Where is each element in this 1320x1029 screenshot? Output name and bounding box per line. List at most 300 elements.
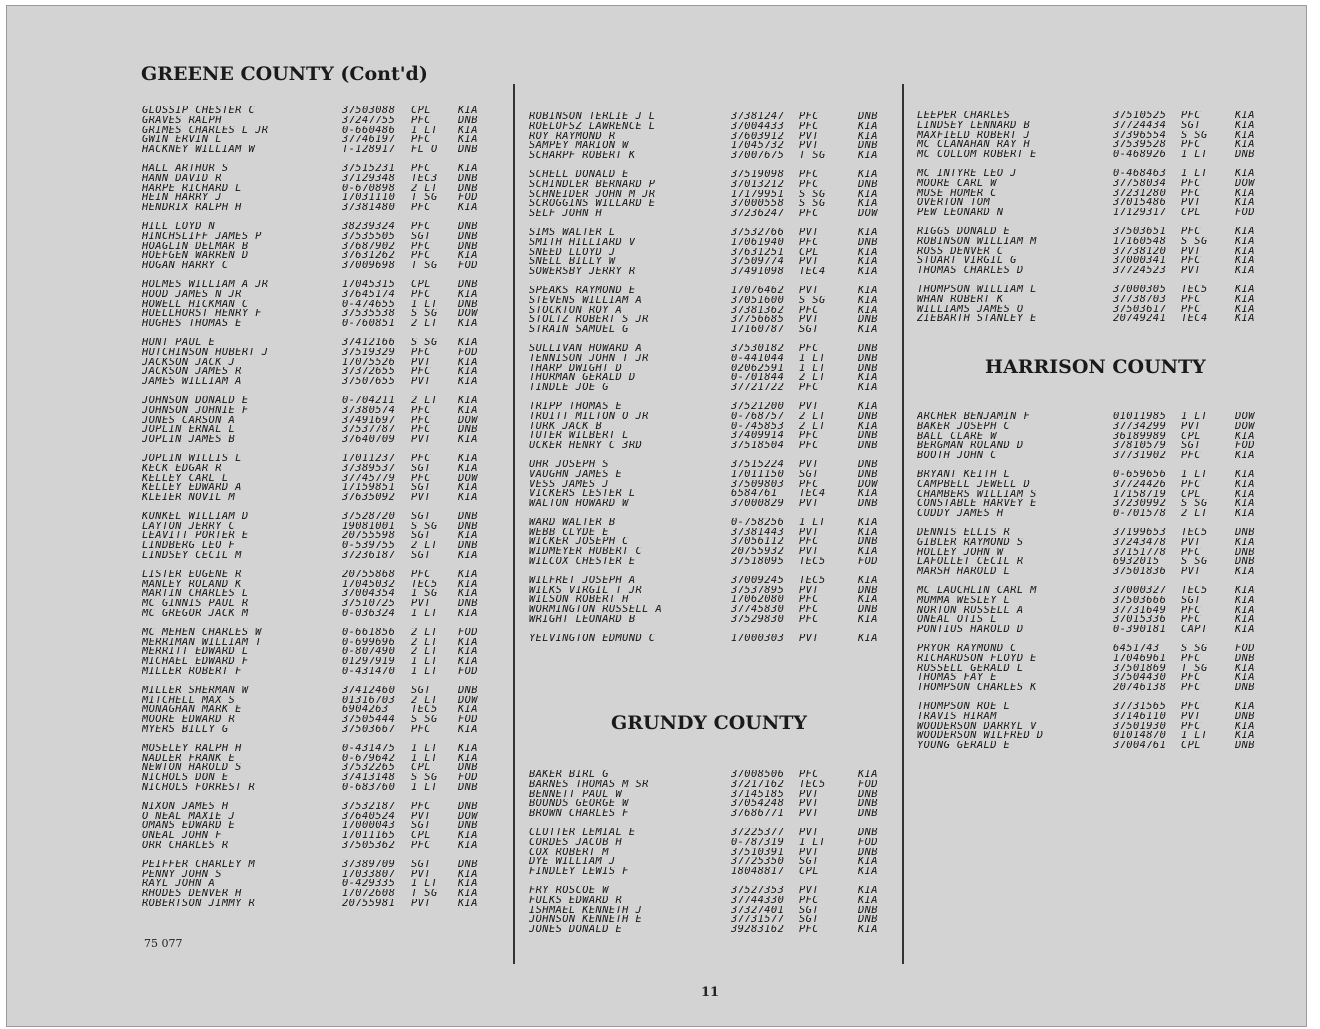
entry-serial: 37528720 (342, 511, 396, 522)
entry-name: PEW LEONARD N (917, 208, 1004, 218)
entry-rank: SGT (799, 857, 819, 868)
entry-name: HINCHSLIFF JAMES P (142, 231, 262, 242)
entry-name: PRYOR RAYMOND C (917, 643, 1017, 654)
roster-entry (917, 169, 1271, 179)
roster-entry (529, 238, 894, 248)
entry-rank: PFC (411, 841, 431, 851)
entry-serial: 37529830 (731, 615, 785, 625)
entry-name: GRIMES CHARLES L JR (142, 125, 269, 136)
entry-serial: 0-539755 (342, 541, 396, 552)
entry-serial: 37603912 (731, 131, 785, 142)
entry-serial: 0-670898 (342, 183, 396, 194)
entry-name: SPEAKS RAYMOND E (529, 285, 636, 296)
entry-serial: 17045032 (342, 579, 396, 590)
roster-entry (142, 135, 500, 145)
entry-rank: 2 LT (799, 411, 826, 422)
entry-status: DNB (458, 221, 478, 232)
entry-serial: 37503651 (1113, 226, 1167, 237)
entry-name: BENNETT PAUL W (529, 789, 623, 800)
entry-name: THOMPSON CHARLES K (917, 683, 1037, 693)
roster-group (529, 634, 894, 644)
roster-entry (142, 570, 500, 580)
entry-status: KIA (1235, 479, 1255, 490)
entry-status: DNB (458, 763, 478, 774)
roster-entry (142, 831, 500, 841)
entry-status: DNB (858, 469, 878, 480)
roster-group (529, 576, 894, 625)
entry-serial: 37491098 (731, 267, 785, 277)
entry-rank: PFC (1181, 653, 1201, 664)
entry-status: KIA (858, 373, 878, 384)
entry-status: DNB (458, 685, 478, 696)
entry-name: MILLER ROBERT F (142, 667, 242, 677)
entry-serial: 0-701578 (1113, 509, 1167, 519)
entry-status: KIA (858, 199, 878, 210)
entry-status: KIA (1235, 198, 1255, 209)
entry-name: WORMINGTON RUSSELL A (529, 605, 663, 616)
entry-rank: PFC (411, 367, 431, 378)
entry-name: SCHARPF ROBERT K (529, 151, 636, 161)
entry-status: DNB (858, 789, 878, 800)
entry-serial: 39283162 (731, 925, 785, 935)
entry-serial: 20755598 (342, 531, 396, 542)
entry-rank: S SG (1181, 236, 1208, 247)
entry-rank: SGT (411, 231, 431, 242)
entry-serial: 37519329 (342, 347, 396, 358)
entry-status: FOD (1235, 643, 1255, 654)
entry-status: KIA (458, 483, 478, 494)
roster-entry (917, 557, 1271, 567)
entry-rank: PFC (1181, 673, 1201, 684)
entry-name: WILSON ROBERT H (529, 595, 629, 606)
greene-column-right (917, 111, 1271, 333)
entry-rank: PVT (1181, 567, 1201, 577)
roster-entry (529, 441, 894, 451)
entry-name: MERRIMAN WILLIAM T (142, 637, 262, 648)
entry-serial: 0-701844 (731, 373, 785, 384)
entry-status: KIA (1235, 431, 1255, 442)
entry-status: DNB (858, 112, 878, 122)
entry-rank: 2 LT (799, 421, 826, 432)
entry-rank: PFC (799, 237, 819, 248)
entry-serial: 02062591 (731, 363, 785, 374)
entry-name: LINDSEY CECIL M (142, 551, 242, 561)
entry-serial: 0-474655 (342, 299, 396, 310)
roster-entry (142, 744, 500, 754)
roster-entry (142, 580, 500, 590)
roster-entry (529, 470, 894, 480)
entry-serial: 36189989 (1113, 431, 1167, 442)
entry-serial: 20755868 (342, 569, 396, 580)
entry-serial: 37225377 (731, 827, 785, 838)
entry-rank: S SG (411, 309, 438, 320)
entry-serial: 37731649 (1113, 605, 1167, 616)
roster-entry (142, 261, 500, 271)
roster-entry (917, 548, 1271, 558)
entry-status: KIA (458, 531, 478, 542)
roster-entry (529, 857, 894, 867)
entry-name: BRYANT KEITH L (917, 469, 1011, 480)
entry-rank: 1 LT (411, 299, 438, 310)
roster-entry (529, 537, 894, 547)
entry-rank: PFC (1181, 140, 1201, 151)
entry-name: THOMAS FAY E (917, 673, 997, 684)
roster-entry (917, 480, 1271, 490)
entry-serial: 37004354 (342, 589, 396, 600)
entry-status: KIA (858, 267, 878, 277)
entry-serial: 0-390181 (1113, 625, 1167, 635)
roster-entry (529, 141, 894, 151)
entry-status: KIA (858, 121, 878, 132)
entry-rank: CPL (799, 867, 819, 877)
entry-name: JONES DONALD E (529, 925, 623, 935)
entry-rank: PFC (411, 289, 431, 300)
entry-rank: 2 LT (411, 627, 438, 638)
entry-serial: 0-468463 (1113, 168, 1167, 179)
entry-status: KIA (458, 551, 478, 561)
entry-serial: 17072608 (342, 889, 396, 899)
entry-serial: 37731565 (1113, 701, 1167, 712)
entry-name: OMANS EDWARD E (142, 821, 236, 832)
entry-status: DNB (458, 279, 478, 290)
entry-name: FULKS EDWARD R (529, 895, 623, 906)
entry-status: KIA (858, 885, 878, 896)
entry-serial: 17031110 (342, 193, 396, 204)
entry-serial: 37507655 (342, 377, 396, 387)
entry-status: DNB (458, 115, 478, 126)
roster-entry (142, 348, 500, 358)
roster-entry (142, 338, 500, 348)
entry-name: HOLLEY JOHN W (917, 547, 1004, 558)
entry-serial: 37640524 (342, 811, 396, 822)
entry-serial: 01297919 (342, 657, 396, 668)
entry-status: DNB (858, 315, 878, 326)
entry-name: HILL LOYD N (142, 221, 216, 232)
entry-rank: PFC (1181, 701, 1201, 712)
entry-name: SOWERSBY JERRY R (529, 267, 636, 277)
roster-entry (142, 319, 500, 329)
entry-status: DNB (858, 905, 878, 916)
roster-group (142, 570, 500, 619)
entry-name: WALTON HOWARD W (529, 499, 629, 509)
entry-serial: 37521200 (731, 401, 785, 412)
entry-name: RAYL JOHN A (142, 879, 216, 890)
entry-rank: 1 LT (799, 353, 826, 364)
entry-name: WILLIAMS JAMES O (917, 304, 1024, 315)
entry-rank: PFC (411, 241, 431, 252)
entry-serial: 37537895 (731, 585, 785, 596)
entry-status: KIA (458, 135, 478, 146)
entry-serial: 37501869 (1113, 663, 1167, 674)
entry-name: JOPLIN WILLIS L (142, 453, 242, 464)
roster-entry (917, 722, 1271, 732)
grundy-county-heading: GRUNDY COUNTY (611, 712, 807, 734)
entry-name: VAUGHN JAMES E (529, 469, 623, 480)
entry-rank: 1 LT (1181, 150, 1208, 160)
entry-serial: 17129317 (1113, 208, 1167, 218)
roster-entry (917, 702, 1271, 712)
roster-entry (917, 664, 1271, 674)
entry-rank: S SG (411, 715, 438, 726)
roster-entry (917, 625, 1271, 635)
entry-serial: 37501836 (1113, 567, 1167, 577)
roster-entry (142, 193, 500, 203)
entry-status: FOD (858, 837, 878, 848)
entry-name: WILKS VIRGIL T JR (529, 585, 643, 596)
entry-rank: SGT (799, 915, 819, 926)
roster-entry (917, 470, 1271, 480)
roster-entry (917, 731, 1271, 741)
entry-status: FOD (1235, 441, 1255, 452)
roster-group (529, 286, 894, 335)
entry-rank: 1 LT (411, 667, 438, 677)
entry-rank: PVT (411, 377, 431, 387)
entry-status: DOW (1235, 178, 1255, 189)
entry-status: KIA (858, 131, 878, 142)
entry-name: RICHARDSON FLOYD E (917, 653, 1037, 664)
entry-name: MC LAUCHLIN CARL M (917, 585, 1037, 596)
entry-rank: PFC (1181, 683, 1201, 693)
entry-status: KIA (858, 285, 878, 296)
entry-status: KIA (858, 325, 878, 335)
entry-name: LINDSEY LENNARD B (917, 120, 1031, 131)
entry-rank: 1 LT (411, 125, 438, 136)
entry-serial: 37532265 (342, 763, 396, 774)
roster-group (917, 644, 1271, 693)
entry-status: KIA (1235, 294, 1255, 305)
entry-serial: 17179951 (731, 189, 785, 200)
entry-rank: T SG (411, 193, 438, 204)
entry-status: KIA (858, 867, 878, 877)
entry-name: GRAVES RALPH (142, 115, 222, 126)
entry-name: MC GINNIS PAUL R (142, 599, 249, 610)
entry-status: KIA (1235, 663, 1255, 674)
entry-name: STOCKTON ROY A (529, 305, 623, 316)
entry-serial: 0-787319 (731, 837, 785, 848)
entry-serial: 37746197 (342, 135, 396, 146)
roster-entry (917, 422, 1271, 432)
entry-rank: 1 LT (1181, 412, 1208, 422)
entry-serial: 37000305 (1113, 284, 1167, 295)
entry-serial: 37372655 (342, 367, 396, 378)
entry-status: KIA (1235, 120, 1255, 131)
roster-group (142, 396, 500, 445)
entry-name: TRIPP THOMAS E (529, 401, 623, 412)
entry-rank: 2 LT (411, 183, 438, 194)
entry-name: ZIEBARTH STANLEY E (917, 314, 1037, 325)
entry-name: VICKERS LESTER L (529, 489, 636, 500)
entry-serial: 17061940 (731, 237, 785, 248)
entry-rank: PVT (799, 459, 819, 470)
entry-rank: PFC (411, 801, 431, 812)
entry-serial: 37412460 (342, 685, 396, 696)
entry-status: DNB (858, 827, 878, 838)
roster-entry (529, 634, 894, 644)
entry-status: KIA (458, 725, 478, 735)
entry-serial: 37724434 (1113, 120, 1167, 131)
entry-rank: PVT (1181, 266, 1201, 276)
entry-rank: CPL (411, 279, 431, 290)
entry-name: STRAIN SAMUEL G (529, 325, 629, 335)
roster-entry (142, 290, 500, 300)
entry-name: MUMMA WESLEY L (917, 595, 1011, 606)
entry-rank: 1 LT (411, 753, 438, 764)
entry-serial: 0-431475 (342, 743, 396, 754)
entry-status: DNB (458, 299, 478, 310)
entry-status: KIA (458, 898, 478, 909)
entry-status: KIA (1235, 673, 1255, 684)
entry-name: HOWELL HICKMAN C (142, 299, 249, 310)
entry-rank: 1 LT (411, 783, 438, 793)
entry-name: ISHMAEL KENNETH J (529, 905, 643, 916)
entry-rank: PFC (1181, 721, 1201, 732)
entry-name: HOOD JAMES N JR (142, 289, 242, 300)
roster-group (917, 470, 1271, 519)
entry-status: KIA (1235, 111, 1255, 121)
entry-status: DNB (458, 511, 478, 522)
entry-name: KUNKEL WILLIAM D (142, 511, 249, 522)
entry-rank: 1 LT (799, 363, 826, 374)
roster-entry (142, 493, 500, 503)
roster-entry (529, 586, 894, 596)
entry-status: DNB (458, 425, 478, 436)
entry-serial: T-128917 (342, 145, 396, 155)
entry-serial: 17011150 (731, 469, 785, 480)
entry-status: KIA (1235, 625, 1255, 635)
entry-serial: 37532187 (342, 801, 396, 812)
entry-name: HOGAN HARRY C (142, 261, 229, 271)
entry-serial: 37380574 (342, 405, 396, 416)
entry-rank: PVT (411, 811, 431, 822)
roster-group (142, 628, 500, 677)
entry-name: RUSSELL GERALD L (917, 663, 1024, 674)
entry-serial: 37247755 (342, 115, 396, 126)
entry-status: KIA (458, 879, 478, 890)
entry-status: DNB (858, 237, 878, 248)
entry-name: SCHELL DONALD E (529, 169, 629, 180)
entry-serial: 17062080 (731, 595, 785, 606)
entry-status: FOD (458, 627, 478, 638)
entry-rank: S SG (799, 189, 826, 200)
entry-name: DYE WILLIAM J (529, 857, 616, 868)
entry-status: DOW (458, 695, 478, 706)
entry-rank: PFC (799, 925, 819, 935)
roster-entry (529, 286, 894, 296)
entry-rank: PFC (799, 770, 819, 780)
entry-serial: 37738120 (1113, 246, 1167, 257)
entry-serial: 37413148 (342, 773, 396, 784)
roster-group (917, 702, 1271, 751)
entry-serial: 37515231 (342, 163, 396, 174)
entry-status: KIA (1235, 499, 1255, 510)
entry-name: JOPLIN ERNAL L (142, 425, 236, 436)
entry-serial: 37381247 (731, 112, 785, 122)
entry-serial: 37236187 (342, 551, 396, 561)
roster-entry (529, 431, 894, 441)
entry-status: KIA (1235, 130, 1255, 141)
roster-entry (917, 237, 1271, 247)
roster-entry (917, 295, 1271, 305)
roster-entry (917, 741, 1271, 751)
roster-entry (529, 906, 894, 916)
entry-rank: SGT (411, 821, 431, 832)
entry-rank: 2 LT (1181, 509, 1208, 519)
entry-rank: PFC (799, 179, 819, 190)
entry-name: TUTER WILBERT L (529, 431, 629, 442)
entry-name: HOEFGEN WARREN D (142, 251, 249, 262)
entry-serial: 38239324 (342, 221, 396, 232)
roster-entry (142, 773, 500, 783)
entry-serial: 37640709 (342, 435, 396, 445)
roster-entry (529, 848, 894, 858)
entry-status: DNB (458, 599, 478, 610)
entry-status: KIA (458, 609, 478, 619)
entry-rank: PFC (411, 163, 431, 174)
roster-entry (142, 280, 500, 290)
entry-name: HUNT PAUL E (142, 337, 216, 348)
entry-serial: 37389709 (342, 859, 396, 870)
entry-name: TURK JACK B (529, 421, 603, 432)
roster-entry (142, 203, 500, 213)
entry-name: MYERS BILLY G (142, 725, 229, 735)
roster-entry (917, 189, 1271, 199)
entry-name: RHODES DENVER H (142, 889, 242, 899)
entry-serial: 37503667 (342, 725, 396, 735)
entry-name: CLUTTER LEMIAL E (529, 827, 636, 838)
entry-serial: 20755932 (731, 547, 785, 558)
entry-serial: 37396554 (1113, 130, 1167, 141)
entry-serial: 37009698 (342, 261, 396, 271)
roster-group (917, 412, 1271, 461)
entry-name: CHAMBERS WILLIAM S (917, 489, 1037, 500)
entry-name: FRY ROSCOE W (529, 885, 609, 896)
entry-status: KIA (1235, 567, 1255, 577)
roster-entry (142, 483, 500, 493)
entry-status: KIA (1235, 701, 1255, 712)
entry-rank: PFC (1181, 451, 1201, 461)
entry-rank: S SG (1181, 643, 1208, 654)
entry-rank: TEC4 (799, 489, 826, 500)
entry-serial: 17160548 (1113, 236, 1167, 247)
entry-status: FOD (858, 779, 878, 790)
entry-serial: 37519098 (731, 169, 785, 180)
roster-entry (142, 474, 500, 484)
entry-name: MICHAEL EDWARD F (142, 657, 249, 668)
entry-rank: PFC (411, 135, 431, 146)
entry-name: ONEAL JOHN F (142, 831, 222, 841)
roster-entry (529, 402, 894, 412)
entry-status: FOD (458, 193, 478, 204)
roster-entry (529, 296, 894, 306)
entry-name: PEIFFER CHARLEY M (142, 859, 256, 870)
entry-rank: TEC5 (799, 779, 826, 790)
entry-rank: PVT (799, 633, 819, 644)
entry-status: FOD (458, 261, 478, 271)
entry-serial: 17000043 (342, 821, 396, 832)
entry-name: HEIN HARRY J (142, 193, 222, 204)
roster-entry (529, 809, 894, 819)
entry-serial: 37145185 (731, 789, 785, 800)
entry-serial: 37686771 (731, 809, 785, 819)
entry-status: KIA (458, 367, 478, 378)
roster-entry (142, 541, 500, 551)
entry-name: HOAGLIN DELMAR B (142, 241, 249, 252)
entry-serial: 0-679642 (342, 753, 396, 764)
entry-serial: 0-431470 (342, 667, 396, 677)
entry-name: NORTON RUSSELL A (917, 605, 1024, 616)
entry-rank: SGT (411, 511, 431, 522)
entry-rank: SGT (411, 483, 431, 494)
